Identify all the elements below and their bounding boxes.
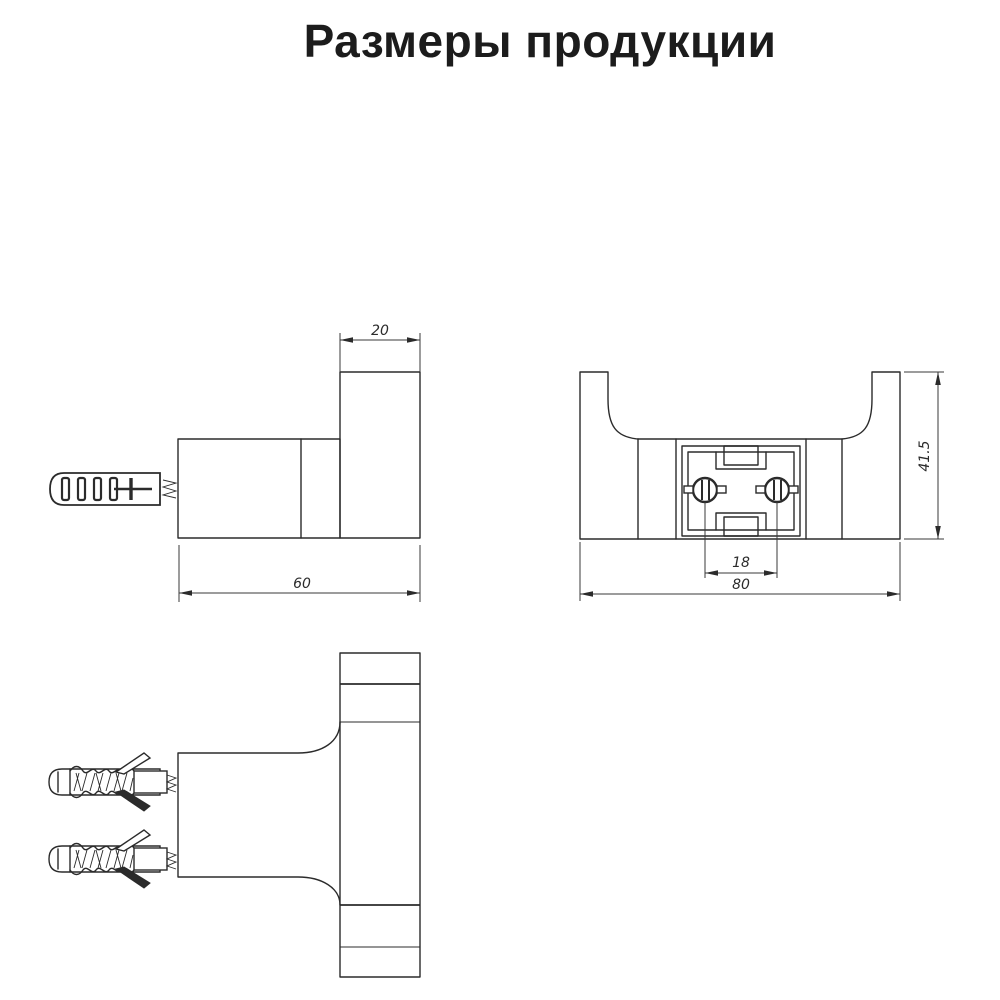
back-outline xyxy=(580,372,900,539)
back-view xyxy=(580,372,944,601)
dim-60-label: 60 xyxy=(293,576,311,592)
hook-body-top-outline xyxy=(178,722,340,905)
screw-left-icon xyxy=(684,478,726,502)
dim-41-5-label: 41.5 xyxy=(917,440,933,472)
dimension-hook-depth xyxy=(340,323,420,372)
dimension-width xyxy=(580,542,900,601)
hook-body-outline xyxy=(178,439,340,538)
screw-right-icon xyxy=(756,478,798,502)
dim-80-label: 80 xyxy=(732,577,750,593)
dimension-height xyxy=(904,372,944,539)
dimension-total-depth xyxy=(179,545,420,602)
mounting-plate xyxy=(682,446,800,536)
side-view xyxy=(50,323,420,602)
page-title: Размеры продукции xyxy=(303,15,777,67)
wall-anchor-top-icon xyxy=(49,830,176,888)
hook-post-outline xyxy=(340,372,420,538)
wall-anchor-side-icon xyxy=(50,473,176,505)
top-view xyxy=(49,653,420,977)
dim-18-label: 18 xyxy=(732,555,750,571)
dim-20-label: 20 xyxy=(371,323,389,339)
screw-thread xyxy=(163,480,176,498)
hook-bar-outline xyxy=(340,653,420,977)
wall-anchor-top-icon xyxy=(49,753,176,811)
